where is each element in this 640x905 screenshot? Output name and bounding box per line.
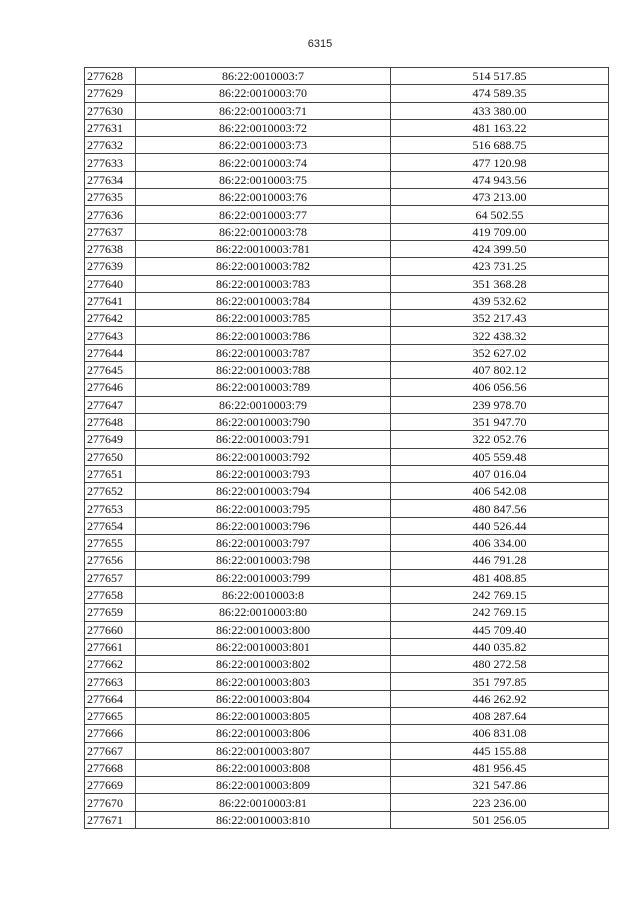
table-row [85,483,609,500]
cadastral-value-cell: 446 262.92 [391,690,609,707]
cadastral-value-cell: 322 052.76 [391,431,609,448]
row-id-cell: 277661 [85,638,136,655]
cadastral-value-cell: 408 287.64 [391,707,609,724]
row-id-cell: 277647 [85,396,136,413]
cadastral-value-cell: 480 847.56 [391,500,609,517]
cadastral-value-cell: 64 502.55 [391,206,609,223]
row-id-cell: 277638 [85,240,136,257]
cadastral-value-cell: 322 438.32 [391,327,609,344]
cadastral-number-cell: 86:22:0010003:798 [136,552,391,569]
row-id-cell: 277671 [85,811,136,828]
row-id-cell: 277669 [85,777,136,794]
cadastral-value-cell: 474 943.56 [391,171,609,188]
cadastral-number-cell: 86:22:0010003:796 [136,517,391,534]
table-row [85,189,609,206]
cadastral-number-cell: 86:22:0010003:784 [136,292,391,309]
table-row [85,794,609,811]
row-id-cell: 277636 [85,206,136,223]
table-row [85,154,609,171]
cadastral-number-cell: 86:22:0010003:77 [136,206,391,223]
cadastral-number-cell: 86:22:0010003:789 [136,379,391,396]
cadastral-value-cell: 406 542.08 [391,483,609,500]
cadastral-value-cell: 223 236.00 [391,794,609,811]
cadastral-value-cell: 351 797.85 [391,673,609,690]
cadastral-number-cell: 86:22:0010003:807 [136,742,391,759]
table-row [85,586,609,603]
table-row [85,811,609,828]
cadastral-value-cell: 445 155.88 [391,742,609,759]
table-row [85,431,609,448]
table-row [85,292,609,309]
cadastral-number-cell: 86:22:0010003:79 [136,396,391,413]
table-row [85,85,609,102]
table-row [85,206,609,223]
cadastral-value-cell: 477 120.98 [391,154,609,171]
cadastral-value-cell: 242 769.15 [391,604,609,621]
cadastral-value-cell: 242 769.15 [391,586,609,603]
row-id-cell: 277630 [85,102,136,119]
cadastral-number-cell: 86:22:0010003:73 [136,137,391,154]
table-row [85,119,609,136]
row-id-cell: 277657 [85,569,136,586]
row-id-cell: 277635 [85,189,136,206]
row-id-cell: 277667 [85,742,136,759]
table-row [85,362,609,379]
cadastral-number-cell: 86:22:0010003:8 [136,586,391,603]
table-row [85,777,609,794]
cadastral-value-cell: 239 978.70 [391,396,609,413]
cadastral-value-cell: 352 217.43 [391,310,609,327]
table-row [85,517,609,534]
cadastral-number-cell: 86:22:0010003:810 [136,811,391,828]
row-id-cell: 277641 [85,292,136,309]
cadastral-value-cell: 445 709.40 [391,621,609,638]
cadastral-number-cell: 86:22:0010003:783 [136,275,391,292]
cadastral-number-cell: 86:22:0010003:75 [136,171,391,188]
table-row [85,465,609,482]
cadastral-number-cell: 86:22:0010003:809 [136,777,391,794]
cadastral-number-cell: 86:22:0010003:801 [136,638,391,655]
cadastral-value-cell: 352 627.02 [391,344,609,361]
cadastral-number-cell: 86:22:0010003:80 [136,604,391,621]
row-id-cell: 277652 [85,483,136,500]
cadastral-value-cell: 351 368.28 [391,275,609,292]
table-row [85,240,609,257]
row-id-cell: 277637 [85,223,136,240]
cadastral-value-cell: 473 213.00 [391,189,609,206]
cadastral-value-cell: 481 956.45 [391,759,609,776]
cadastral-value-cell: 423 731.25 [391,258,609,275]
cadastral-value-cell: 419 709.00 [391,223,609,240]
table-row [85,552,609,569]
cadastral-number-cell: 86:22:0010003:791 [136,431,391,448]
cadastral-number-cell: 86:22:0010003:74 [136,154,391,171]
cadastral-value-cell: 433 380.00 [391,102,609,119]
table-row [85,742,609,759]
row-id-cell: 277643 [85,327,136,344]
cadastral-number-cell: 86:22:0010003:806 [136,725,391,742]
row-id-cell: 277658 [85,586,136,603]
cadastral-value-cell: 481 408.85 [391,569,609,586]
cadastral-value-cell: 446 791.28 [391,552,609,569]
row-id-cell: 277632 [85,137,136,154]
cadastral-number-cell: 86:22:0010003:76 [136,189,391,206]
table-row [85,327,609,344]
cadastral-number-cell: 86:22:0010003:805 [136,707,391,724]
table-row [85,535,609,552]
row-id-cell: 277640 [85,275,136,292]
cadastral-number-cell: 86:22:0010003:785 [136,310,391,327]
row-id-cell: 277659 [85,604,136,621]
cadastral-value-cell: 501 256.05 [391,811,609,828]
table-row [85,396,609,413]
cadastral-value-cell: 514 517.85 [391,68,609,85]
cadastral-value-cell: 480 272.58 [391,656,609,673]
table-row [85,448,609,465]
row-id-cell: 277664 [85,690,136,707]
table-row [85,500,609,517]
table-row [85,725,609,742]
table-row [85,673,609,690]
table-row [85,102,609,119]
cadastral-number-cell: 86:22:0010003:803 [136,673,391,690]
cadastral-value-cell: 440 035.82 [391,638,609,655]
cadastral-number-cell: 86:22:0010003:790 [136,413,391,430]
cadastral-value-cell: 406 056.56 [391,379,609,396]
cadastral-number-cell: 86:22:0010003:795 [136,500,391,517]
table-row [85,223,609,240]
cadastral-number-cell: 86:22:0010003:788 [136,362,391,379]
row-id-cell: 277660 [85,621,136,638]
cadastral-value-cell: 440 526.44 [391,517,609,534]
row-id-cell: 277631 [85,119,136,136]
table-row [85,379,609,396]
table-row [85,344,609,361]
table-row [85,171,609,188]
row-id-cell: 277663 [85,673,136,690]
table-row [85,310,609,327]
table-row [85,638,609,655]
cadastral-number-cell: 86:22:0010003:792 [136,448,391,465]
cadastral-number-cell: 86:22:0010003:70 [136,85,391,102]
row-id-cell: 277668 [85,759,136,776]
row-id-cell: 277645 [85,362,136,379]
row-id-cell: 277646 [85,379,136,396]
row-id-cell: 277648 [85,413,136,430]
row-id-cell: 277639 [85,258,136,275]
cadastral-value-cell: 406 831.08 [391,725,609,742]
table-row [85,68,609,85]
row-id-cell: 277651 [85,465,136,482]
table-row [85,621,609,638]
cadastral-number-cell: 86:22:0010003:786 [136,327,391,344]
cadastral-value-cell: 405 559.48 [391,448,609,465]
table-body [85,68,609,829]
cadastral-value-cell: 439 532.62 [391,292,609,309]
cadastral-number-cell: 86:22:0010003:793 [136,465,391,482]
cadastral-number-cell: 86:22:0010003:7 [136,68,391,85]
cadastral-number-cell: 86:22:0010003:787 [136,344,391,361]
cadastral-value-cell: 351 947.70 [391,413,609,430]
cadastral-number-cell: 86:22:0010003:78 [136,223,391,240]
row-id-cell: 277634 [85,171,136,188]
cadastral-value-cell: 516 688.75 [391,137,609,154]
row-id-cell: 277654 [85,517,136,534]
cadastral-value-cell: 407 016.04 [391,465,609,482]
cadastral-value-cell: 474 589.35 [391,85,609,102]
cadastral-number-cell: 86:22:0010003:782 [136,258,391,275]
table-row [85,656,609,673]
table-row [85,707,609,724]
row-id-cell: 277649 [85,431,136,448]
cadastral-value-cell: 481 163.22 [391,119,609,136]
cadastral-number-cell: 86:22:0010003:800 [136,621,391,638]
cadastral-number-cell: 86:22:0010003:797 [136,535,391,552]
cadastral-number-cell: 86:22:0010003:72 [136,119,391,136]
row-id-cell: 277650 [85,448,136,465]
row-id-cell: 277666 [85,725,136,742]
page-number: 6315 [307,38,333,50]
row-id-cell: 277633 [85,154,136,171]
cadastral-number-cell: 86:22:0010003:781 [136,240,391,257]
cadastral-number-cell: 86:22:0010003:804 [136,690,391,707]
table-row [85,759,609,776]
table-row [85,604,609,621]
cadastral-value-cell: 424 399.50 [391,240,609,257]
cadastral-value-table [84,67,609,829]
table-row [85,275,609,292]
cadastral-number-cell: 86:22:0010003:81 [136,794,391,811]
row-id-cell: 277662 [85,656,136,673]
row-id-cell: 277644 [85,344,136,361]
row-id-cell: 277653 [85,500,136,517]
table-row [85,137,609,154]
cadastral-value-cell: 406 334.00 [391,535,609,552]
table-row [85,413,609,430]
row-id-cell: 277670 [85,794,136,811]
cadastral-number-cell: 86:22:0010003:808 [136,759,391,776]
table-row [85,569,609,586]
cadastral-number-cell: 86:22:0010003:802 [136,656,391,673]
row-id-cell: 277655 [85,535,136,552]
table-row [85,690,609,707]
row-id-cell: 277656 [85,552,136,569]
table-row [85,258,609,275]
row-id-cell: 277642 [85,310,136,327]
row-id-cell: 277628 [85,68,136,85]
cadastral-value-cell: 407 802.12 [391,362,609,379]
row-id-cell: 277665 [85,707,136,724]
cadastral-value-cell: 321 547.86 [391,777,609,794]
cadastral-number-cell: 86:22:0010003:794 [136,483,391,500]
cadastral-number-cell: 86:22:0010003:799 [136,569,391,586]
row-id-cell: 277629 [85,85,136,102]
cadastral-number-cell: 86:22:0010003:71 [136,102,391,119]
